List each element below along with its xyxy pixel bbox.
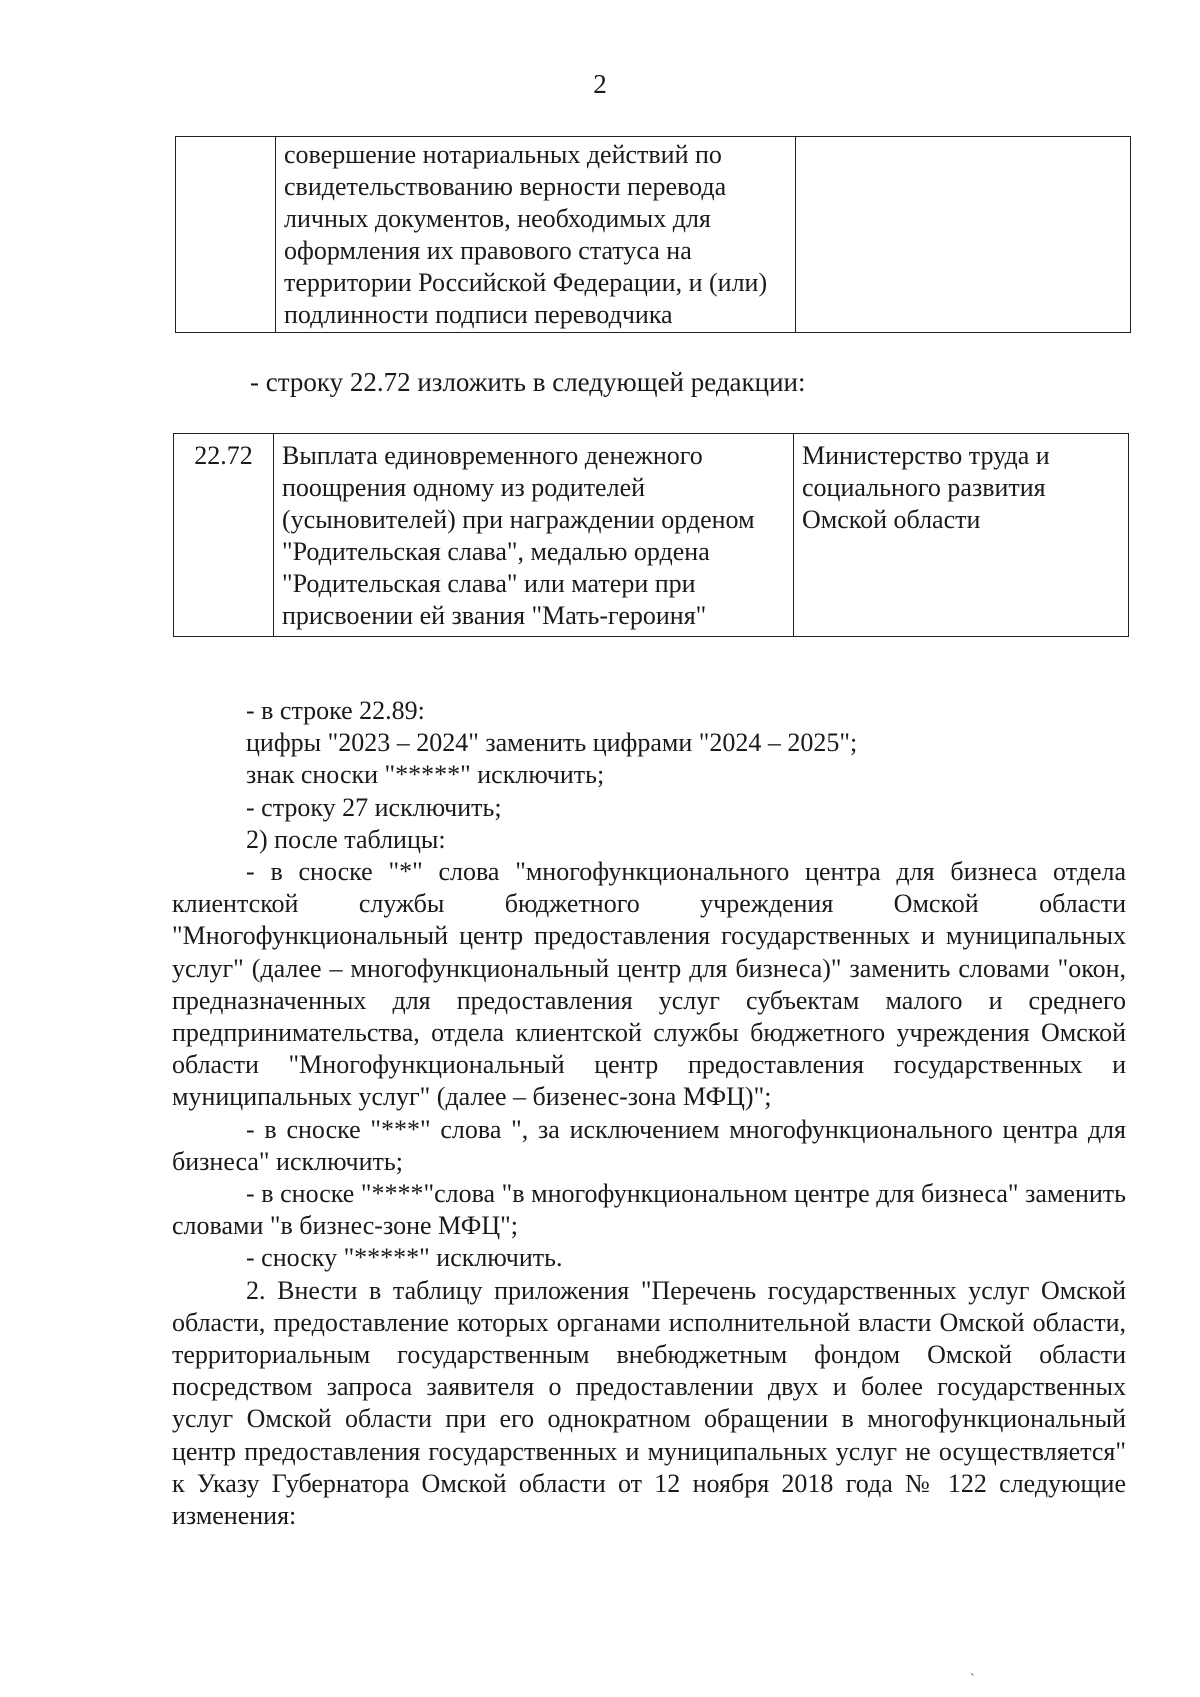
service-name-cell: Выплата единовременного денежного поощрения одному из родителей (усыновителей) при награждении орденом "Родительская слава", медалью ордена "Родительская слава" или матери при присвоении ей звания "Мать-героиня": [274, 434, 794, 637]
paragraph: - в сноске "*" слова "многофункционального центра для бизнеса отдела клиентской службы бюджетного учреждения Омской области "Многофункциональный центр предоставления государственных и муниципальных услуг" (далее – многофункциональный центр для бизнеса)" заменить словами "окон, предназначенных для предоставления услуг субъектам малого и среднего предпринимательства, отдела клиентской службы бюджетного учреждения Омской области "Многофункциональный центр предоставления государственных и муниципальных услуг" (далее – бизенес-зона МФЦ)";: [172, 857, 1126, 1112]
table-row: [176, 137, 1131, 333]
edit-instruction-line: [250, 366, 1130, 398]
paragraph: - строку 27 исключить;: [246, 792, 502, 822]
paragraph: - сноску "*****" исключить.: [246, 1243, 563, 1273]
service-name-cell: совершение нотариальных действий по свидетельствованию верности перевода личных документов, необходимых для оформления их правового статуса на территории Российской Федерации, и (или) подлинности подписи переводчика: [276, 137, 796, 333]
responsible-authority-cell: [796, 137, 1131, 333]
document-body: [172, 695, 1126, 1532]
services-table-continuation: [175, 136, 1131, 333]
paragraph: цифры "2023 – 2024" заменить цифрами "2024 – 2025";: [246, 728, 858, 758]
paragraph: - в сноске "***" слова ", за исключением многофункционального центра для бизнеса" исключить;: [172, 1114, 1126, 1176]
row-22-72-table: [173, 433, 1129, 637]
paragraph: 2. Внести в таблицу приложения "Перечень государственных услуг Омской области, предоставление которых органами исполнительной власти Омской области, территориальным государственным внебюджетным фондом Омской области посредством запроса заявителя о предоставлении двух и более государственных услуг Омской области при его однократном обращении в многофункциональный центр предоставления государственных и муниципальных услуг не осуществляется" к Указу Губернатора Омской области от 12 ноября 2018 года № 122 следующие изменения:: [172, 1275, 1126, 1531]
responsible-authority-cell: Министерство труда и социального развития Омской области: [794, 434, 1129, 637]
paragraph: - в сноске "****"слова "в многофункциональном центре для бизнеса" заменить словами "в бизнес-зоне МФЦ";: [172, 1179, 1126, 1241]
paragraph: знак сноски "*****" исключить;: [246, 760, 605, 790]
page-number: 2: [593, 69, 607, 99]
row-number-cell: [176, 137, 276, 333]
paragraph: - в строке 22.89:: [246, 696, 425, 725]
row-number-cell: 22.72: [174, 434, 274, 637]
paragraph: 2) после таблицы:: [246, 824, 446, 854]
scan-speck: `: [970, 1672, 975, 1687]
instruction-text: - строку 22.72 изложить в следующей редакции:: [250, 367, 806, 397]
table-row: [174, 434, 1129, 637]
